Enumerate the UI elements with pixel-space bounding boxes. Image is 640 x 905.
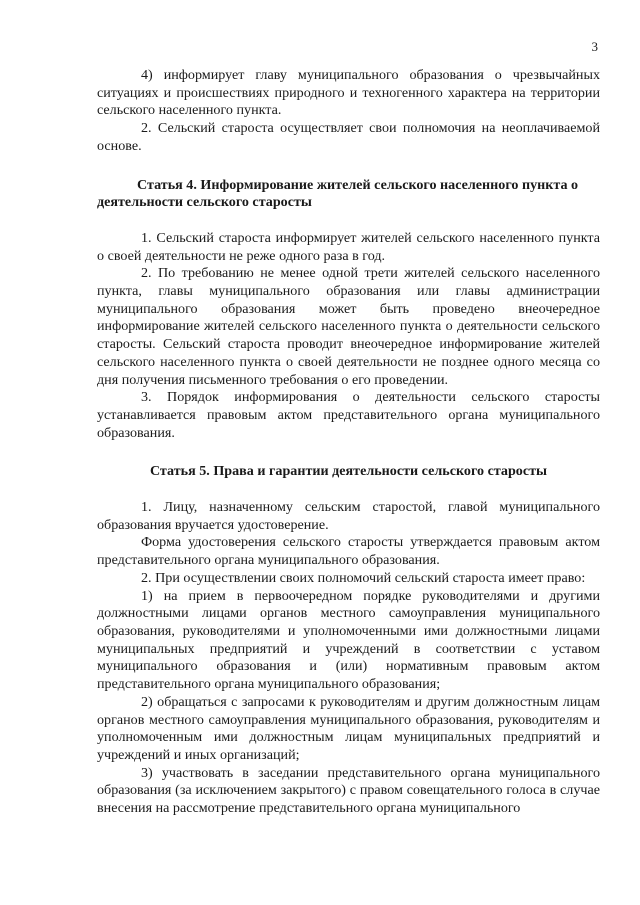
- article-5-heading: Статья 5. Права и гарантии деятельности сельского старосты: [149, 463, 548, 480]
- paragraph-art4-clause-1: 1. Сельский староста информирует жителей сельского населенного пункта о своей деятельности не реже одного раза в год.: [97, 229, 600, 264]
- spacer: [97, 442, 600, 463]
- spacer: [97, 481, 600, 499]
- paragraph-art5-right-3: 3) участвовать в заседании представительного органа муниципального образования (за исключением закрытого) с правом совещательного голоса в случае внесения на рассмотрение представительного органа муниципального: [97, 764, 600, 817]
- paragraph-art5-right-1: 1) на прием в первоочередном порядке руководителями и другими должностными лицами органов местного самоуправления муниципального образования, руководителями и уполномоченными ими должностными лицами муниципальных предприятий и учреждений в соответствии с уставом муниципального образования и (или) нормативным правовым актом представительного органа муниципального образования;: [97, 587, 600, 693]
- paragraph-art4-clause-3: 3. Порядок информирования о деятельности сельского старосты устанавливается правовым актом представительного органа муниципального образования.: [97, 389, 600, 441]
- page-content: [97, 67, 600, 818]
- paragraph-art5-right-2: 2) обращаться с запросами к руководителям и другим должностным лицам органов местного самоуправления муниципального образования, руководителям и уполномоченным ими должностным лицам муниципальных предприятий и учреждений и иных организаций;: [97, 693, 600, 763]
- paragraph-item-4: 4) информирует главу муниципального образования о чрезвычайных ситуациях и происшествиях природного и техногенного характера на территории сельского населенного пункта.: [97, 67, 600, 119]
- paragraph-art5-certificate-form: Форма удостоверения сельского старосты утверждается правовым актом представительного органа муниципального образования.: [97, 534, 600, 569]
- article-4-heading: Статья 4. Информирование жителей сельского населенного пункта о деятельности сельского старосты: [97, 176, 579, 211]
- paragraph-art5-clause-2: 2. При осуществлении своих полномочий сельский староста имеет право:: [141, 569, 586, 586]
- paragraph-art5-clause-1: 1. Лицу, назначенному сельским старостой, главой муниципального образования вручается удостоверение.: [97, 499, 600, 533]
- paragraph-art4-clause-2: 2. По требованию не менее одной трети жителей сельского населенного пункта, главы муниципального образования или главы администрации муниципального образования может быть проведено внеочередное информирование жителей сельского населенного пункта о деятельности сельского старосты. Сельский староста проводит внеочередное информирование жителей сельского населенного пункта о своей деятельности не позднее одного месяца со дня получения письменного требования о его проведении.: [97, 265, 600, 388]
- spacer: [97, 156, 600, 177]
- page-number: 3: [591, 39, 598, 54]
- paragraph-art3-clause-2: 2. Сельский староста осуществляет свои полномочия на неоплачиваемой основе.: [97, 120, 600, 154]
- spacer: [97, 212, 600, 230]
